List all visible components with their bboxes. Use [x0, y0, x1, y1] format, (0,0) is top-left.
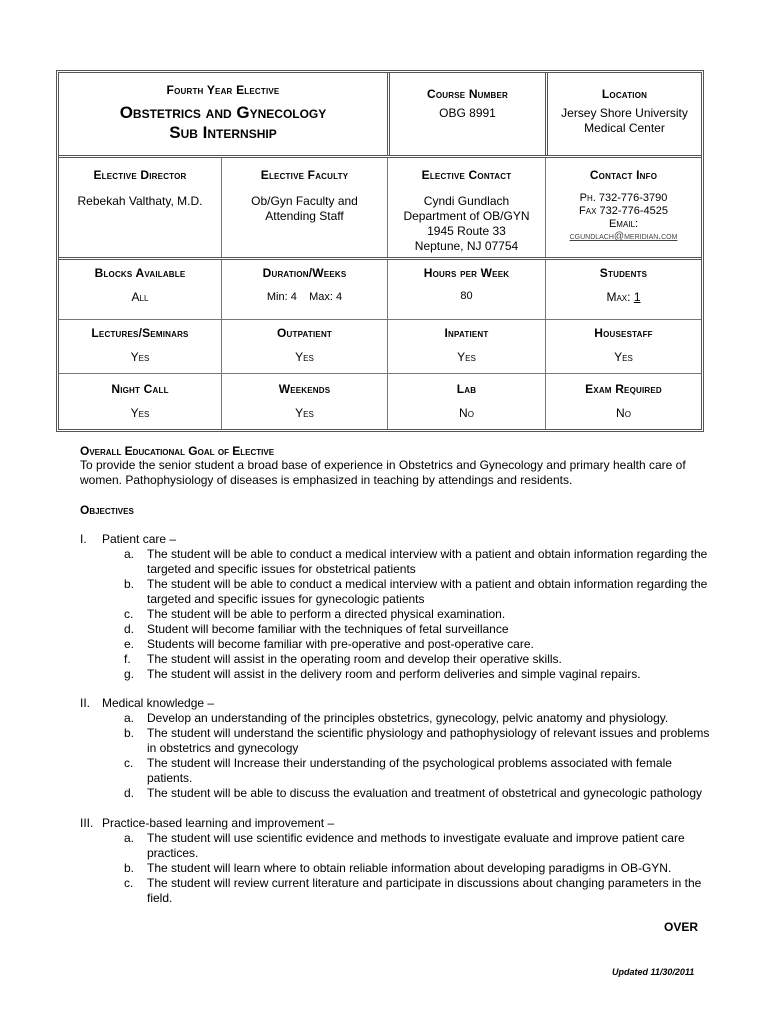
item-text: The student will understand the scientific physiology and pathophysiology of relevant issues and problems — [147, 726, 710, 740]
list-item — [124, 726, 744, 756]
title-cell — [59, 73, 387, 155]
night-call-value: Yes — [130, 406, 150, 420]
item-letter: d. — [124, 786, 135, 800]
lab-cell — [387, 374, 545, 429]
objectives-heading: Objectives — [80, 503, 134, 517]
list-item — [124, 667, 744, 682]
contact-line4: Neptune, NJ 07754 — [414, 239, 519, 253]
faculty-line2: Attending Staff — [265, 209, 344, 223]
night-call-label: Night Call — [111, 382, 169, 396]
email-link[interactable]: cgundlach@meridian.com — [569, 231, 678, 242]
fax: Fax 732-776-4525 — [579, 205, 668, 217]
goal-heading: Overall Educational Goal of Elective — [80, 444, 275, 458]
patient-care-list — [124, 547, 744, 682]
item-letter: b. — [124, 726, 135, 740]
section-numeral: III. — [80, 816, 94, 830]
item-text: targeted and specific issues for gynecologic patients — [147, 592, 425, 606]
location-line1: Jersey Shore University — [561, 106, 688, 120]
duration-label: Duration/Weeks — [262, 266, 347, 280]
item-letter: g. — [124, 667, 135, 681]
medical-knowledge-list — [124, 711, 744, 801]
list-item — [124, 786, 744, 801]
students-max: 1 — [633, 290, 641, 304]
section-title: Medical knowledge – — [102, 696, 215, 710]
blocks-value: All — [131, 290, 149, 304]
contact-line2: Department of OB/GYN — [403, 209, 530, 223]
hours-label: Hours per Week — [423, 266, 510, 280]
list-item — [124, 622, 744, 637]
item-text: The student will be able to conduct a medical interview with a patient and obtain information regarding the — [147, 577, 708, 591]
item-letter: b. — [124, 861, 135, 875]
contact-line1: Cyndi Gundlach — [423, 194, 510, 208]
students-label: Students — [599, 266, 648, 280]
list-item — [124, 577, 744, 607]
inpatient-value: Yes — [457, 350, 476, 364]
contact-info-label: Contact Info — [589, 168, 658, 182]
item-text: The student will assist in the delivery room and perform deliveries and simple vaginal repairs. — [147, 667, 641, 681]
list-item — [124, 876, 744, 906]
section-patient-care — [80, 532, 176, 547]
lectures-label: Lectures/Seminars — [91, 326, 189, 340]
phone: Ph. 732-776-3790 — [579, 192, 668, 204]
section-title: Patient care – — [102, 532, 177, 546]
updated-date: Updated 11/30/2011 — [612, 967, 695, 977]
contact-cell — [387, 158, 545, 257]
item-text: Students will become familiar with pre-operative and post-operative care. — [147, 637, 534, 651]
item-letter: a. — [124, 547, 135, 561]
director-cell — [59, 158, 221, 257]
hours-cell — [387, 260, 545, 319]
table-row-logistics — [59, 257, 701, 319]
list-item — [124, 652, 744, 667]
table-row-settings — [59, 319, 701, 373]
lab-label: Lab — [456, 382, 477, 396]
list-item — [124, 861, 744, 876]
outpatient-cell — [221, 320, 387, 373]
list-item — [124, 756, 744, 786]
item-letter: c. — [124, 756, 134, 770]
item-letter: c. — [124, 607, 134, 621]
item-text: The student will Increase their understanding of the psychological problems associated with female — [147, 756, 672, 770]
weekends-value: Yes — [295, 406, 314, 420]
students-value — [546, 290, 701, 305]
director-label: Elective Director — [93, 168, 187, 182]
exam-cell — [545, 374, 701, 429]
item-text: The student will use scientific evidence and methods to investigate evaluate and improve patient care — [147, 831, 685, 845]
contact-label: Elective Contact — [421, 168, 512, 182]
course-number: OBG 8991 — [439, 106, 496, 120]
contact-info-cell — [545, 158, 701, 257]
table-row-duties — [59, 373, 701, 429]
course-title-line1: Obstetrics and Gynecology — [119, 103, 327, 122]
faculty-label: Elective Faculty — [260, 168, 349, 182]
elective-type: Fourth Year Elective — [166, 83, 280, 97]
location-label: Location — [601, 87, 648, 101]
item-letter: c. — [124, 876, 134, 890]
students-prefix: Max: — [606, 290, 631, 304]
duration-value: Min: 4 Max: 4 — [266, 291, 343, 303]
item-text: The student will be able to discuss the evaluation and treatment of obstetrical and gynecologic pathology — [147, 786, 703, 800]
item-text: targeted and specific issues for obstetrical patients — [147, 562, 416, 576]
housestaff-value: Yes — [614, 350, 633, 364]
hours-value: 80 — [460, 290, 473, 302]
location-line2: Medical Center — [584, 121, 665, 135]
contact-line3: 1945 Route 33 — [427, 224, 506, 238]
item-letter: f. — [124, 652, 131, 666]
outpatient-value: Yes — [295, 350, 314, 364]
night-call-cell — [59, 374, 221, 429]
list-item — [124, 547, 744, 577]
table-row-contacts — [59, 155, 701, 257]
item-text: Student will become familiar with the techniques of fetal surveillance — [147, 622, 509, 636]
housestaff-label: Housestaff — [594, 326, 653, 340]
elective-info-table — [56, 70, 704, 432]
section-medical-knowledge — [80, 696, 214, 711]
section-practice-based-learning — [80, 816, 334, 831]
weekends-cell — [221, 374, 387, 429]
list-item — [124, 607, 744, 622]
faculty-line1: Ob/Gyn Faculty and — [251, 194, 358, 208]
section-numeral: II. — [80, 696, 91, 710]
item-letter: a. — [124, 711, 135, 725]
item-text: in obstetrics and gynecology — [147, 741, 299, 755]
item-text: The student will learn where to obtain reliable information about developing paradigms in OB-GYN. — [147, 861, 672, 875]
students-cell — [545, 260, 701, 319]
faculty-cell — [221, 158, 387, 257]
goal-line2: women. Pathophysiology of diseases is emphasized in teaching by attendings and residents. — [80, 473, 573, 487]
item-letter: d. — [124, 622, 135, 636]
course-title-line2: Sub Internship — [169, 123, 277, 142]
inpatient-label: Inpatient — [444, 326, 489, 340]
email-label: Email: — [608, 218, 639, 230]
director-name: Rebekah Valthaty, M.D. — [77, 194, 203, 208]
lectures-cell — [59, 320, 221, 373]
exam-label: Exam Required — [585, 382, 662, 396]
section-numeral: I. — [80, 532, 87, 546]
housestaff-cell — [545, 320, 701, 373]
section-title: Practice-based learning and improvement – — [102, 816, 335, 830]
goal-line1: To provide the senior student a broad base of experience in Obstetrics and Gynecology and primary health care of — [80, 458, 686, 472]
item-letter: b. — [124, 577, 135, 591]
list-item — [124, 711, 744, 726]
over-label: OVER — [664, 920, 699, 934]
item-text: The student will be able to perform a directed physical examination. — [147, 607, 506, 621]
duration-cell — [221, 260, 387, 319]
weekends-label: Weekends — [278, 382, 331, 396]
course-number-label: Course Number — [426, 87, 509, 101]
location-cell — [545, 73, 701, 155]
item-letter: e. — [124, 637, 135, 651]
exam-value: No — [616, 406, 631, 420]
list-item — [124, 831, 744, 861]
lab-value: No — [459, 406, 474, 420]
outpatient-label: Outpatient — [276, 326, 333, 340]
list-item — [124, 637, 744, 652]
practice-based-learning-list — [124, 831, 744, 906]
blocks-cell — [59, 260, 221, 319]
inpatient-cell — [387, 320, 545, 373]
item-text: The student will assist in the operating room and develop their operative skills. — [147, 652, 562, 666]
item-text: Develop an understanding of the principles obstetrics, gynecology, pelvic anatomy and physiology. — [147, 711, 669, 725]
table-row-title — [59, 73, 701, 155]
item-text: The student will review current literature and participate in discussions about changing parameters in the — [147, 876, 702, 890]
item-letter: a. — [124, 831, 135, 845]
item-text: The student will be able to conduct a medical interview with a patient and obtain information regarding the — [147, 547, 708, 561]
item-text: practices. — [147, 846, 199, 860]
item-text: field. — [147, 891, 173, 905]
course-number-cell — [387, 73, 545, 155]
blocks-label: Blocks Available — [94, 266, 186, 280]
lectures-value: Yes — [130, 350, 150, 364]
item-text: patients. — [147, 771, 193, 785]
